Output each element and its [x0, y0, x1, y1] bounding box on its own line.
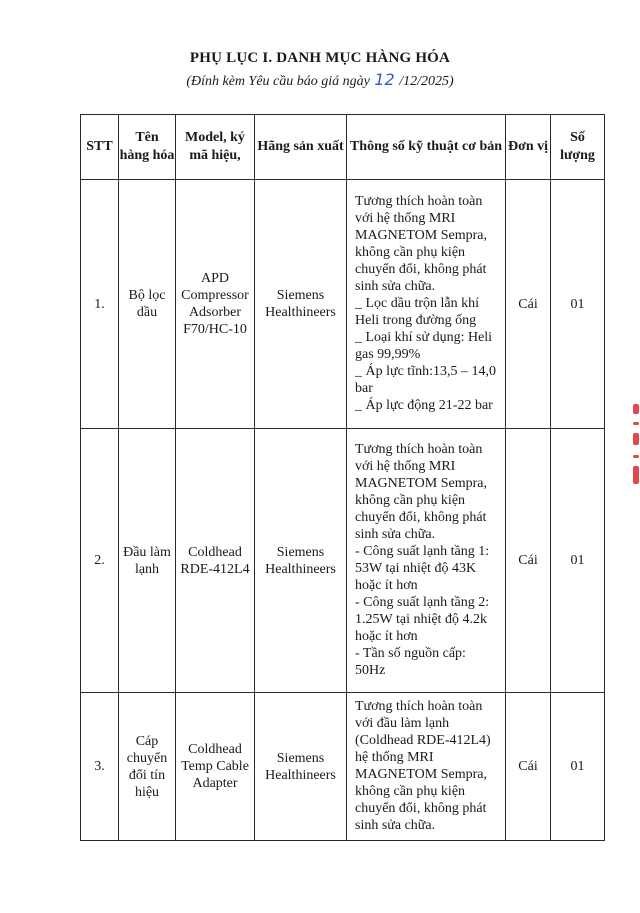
- header-unit: Đơn vị: [506, 115, 551, 180]
- cell-unit: Cái: [506, 429, 551, 693]
- stamp-mark: [633, 433, 639, 445]
- cell-qty: 01: [551, 180, 605, 429]
- cell-qty: 01: [551, 429, 605, 693]
- stamp-mark: [633, 404, 639, 414]
- cell-unit: Cái: [506, 693, 551, 841]
- cell-name: Cáp chuyển đổi tín hiệu: [119, 693, 176, 841]
- table-row: [81, 180, 605, 429]
- table-row: [81, 693, 605, 841]
- cell-model: Coldhead Temp Cable Adapter: [176, 693, 255, 841]
- header-stt: STT: [81, 115, 119, 180]
- cell-model: APD Compressor Adsorber F70/HC-10: [176, 180, 255, 429]
- header-qty: Số lượng: [551, 115, 605, 180]
- subtitle-prefix: (Đính kèm Yêu cầu báo giá ngày: [186, 74, 374, 89]
- document-subtitle: [0, 70, 640, 90]
- stamp-mark: [633, 466, 639, 484]
- cell-qty: 01: [551, 693, 605, 841]
- cell-stt: 3.: [81, 693, 119, 841]
- red-stamp-edge: [630, 400, 640, 500]
- spec-text: Tương thích hoàn toàn với hệ thống MRI MAGNETOM Sempra, không cần phụ kiện chuyển đổi, không phát sinh sửa chữa. - Công suất lạnh tầng 1: 53W tại nhiệt độ 43K hoặc ít hơn - Công suất lạnh tầng 2: 1.25W tại nhiệt độ 4.2k hoặc ít hơn - Tần số nguồn cấp: 50Hz: [355, 441, 490, 678]
- header-name: Tên hàng hóa: [119, 115, 176, 180]
- cell-name: Bộ lọc dầu: [119, 180, 176, 429]
- stamp-mark: [633, 455, 639, 458]
- header-spec: Thông số kỹ thuật cơ bản: [347, 115, 506, 180]
- header-model: Model, ký mã hiệu,: [176, 115, 255, 180]
- spec-text: Tương thích hoàn toàn với hệ thống MRI MAGNETOM Sempra, không cần phụ kiện chuyển đổi, không phát sinh sửa chữa. _ Lọc dầu trộn lẫn khí Heli trong đường ống _ Loại khí sử dụng: Heli gas 99,99% _ Áp lực tĩnh:13,5 – 14,0 bar _ Áp lực động 21-22 bar: [355, 193, 496, 413]
- cell-spec: [347, 180, 506, 429]
- header-maker: Hãng sản xuất: [255, 115, 347, 180]
- table-header-row: [81, 115, 605, 180]
- document-title: PHỤ LỤC I. DANH MỤC HÀNG HÓA: [189, 50, 451, 66]
- cell-maker: Siemens Healthineers: [255, 429, 347, 693]
- cell-spec: [347, 429, 506, 693]
- subtitle-suffix: /12/2025): [395, 74, 454, 89]
- goods-table: [80, 114, 605, 841]
- cell-spec: [347, 693, 506, 841]
- cell-stt: 1.: [81, 180, 119, 429]
- cell-stt: 2.: [81, 429, 119, 693]
- cell-maker: Siemens Healthineers: [255, 180, 347, 429]
- handwritten-day: 12: [374, 70, 395, 89]
- cell-unit: Cái: [506, 180, 551, 429]
- cell-maker: Siemens Healthineers: [255, 693, 347, 841]
- table-row: [81, 429, 605, 693]
- stamp-mark: [633, 422, 639, 425]
- cell-name: Đầu làm lạnh: [119, 429, 176, 693]
- spec-text: Tương thích hoàn toàn với đầu làm lạnh (Coldhead RDE-412L4) hệ thống MRI MAGNETOM Sempra, không cần phụ kiện chuyển đổi, không phát sinh sửa chữa.: [355, 698, 491, 833]
- cell-model: Coldhead RDE-412L4: [176, 429, 255, 693]
